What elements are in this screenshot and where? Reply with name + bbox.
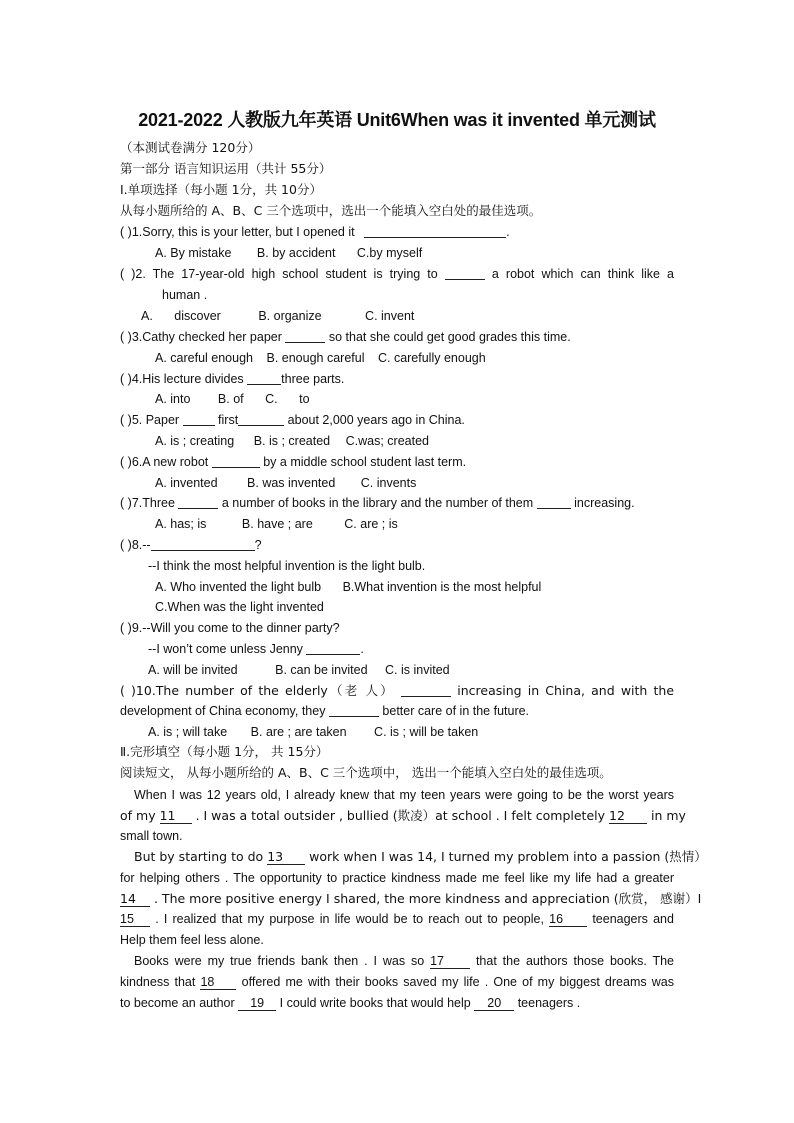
cloze-blank-15[interactable]: 15 [120, 912, 150, 927]
answer-bracket[interactable]: ( ) [120, 683, 136, 698]
question-2-options: A. discover B. organize C. invent [141, 309, 415, 323]
answer-blank[interactable] [364, 224, 506, 238]
question-9: ( )9.--Will you come to the dinner party? [120, 621, 340, 635]
answer-bracket[interactable]: ( ) [120, 621, 132, 635]
cloze-blank-18[interactable]: 18 [200, 975, 236, 990]
passage-line: 14 . The more positive energy I shared, the more kindness and appreciation (欣赏， 感谢）I [120, 891, 702, 906]
question-4-options: A. into B. of C. to [155, 392, 310, 406]
answer-bracket[interactable]: ( ) [120, 330, 132, 344]
passage-line: of my 11 . I was a total outsider , bullied (欺凌）at school . I felt completely 12 in my [120, 808, 686, 823]
question-8: ( )8.-- ? [120, 538, 262, 552]
passage-line: for helping others . The opportunity to practice kindness made me feel like my life had a greater [120, 871, 674, 885]
section2-heading: Ⅱ.完形填空（每小题 1分， 共 15分） [120, 744, 329, 759]
answer-blank[interactable] [537, 495, 571, 509]
question-4: ( )4.His lecture divides three parts. [120, 372, 345, 386]
cloze-blank-16[interactable]: 16 [549, 912, 587, 927]
answer-blank[interactable] [212, 454, 260, 468]
section1-instruction: 从每小题所给的 A、B、C 三个选项中，选出一个能填入空白处的最佳选项。 [120, 203, 542, 218]
answer-bracket[interactable]: ( ) [120, 496, 132, 510]
part-heading: 第一部分 语言知识运用（共计 55分） [120, 161, 332, 176]
answer-bracket[interactable]: ( ) [120, 225, 132, 239]
answer-bracket[interactable]: ( ) [120, 372, 132, 386]
passage-line: Books were my true friends bank then . I was so 17 that the authors those books. The [134, 954, 674, 968]
passage-line: But by starting to do 13 work when I was 14, I turned my problem into a passion (热情） [134, 849, 707, 864]
question-10-continued: development of China economy, they better care of in the future. [120, 704, 530, 718]
answer-blank[interactable] [285, 329, 325, 343]
question-6-options: A. invented B. was invented C. invents [155, 476, 417, 490]
section1-heading: Ⅰ.单项选择（每小题 1分，共 10分） [120, 182, 322, 197]
cloze-blank-12[interactable]: 12 [609, 809, 647, 824]
subtitle: （本测试卷满分 120分） [120, 140, 261, 155]
answer-blank[interactable] [247, 371, 281, 385]
section2-instruction: 阅读短文， 从每小题所给的 A、B、C 三个选项中， 选出一个能填入空白处的最佳选项。 [120, 765, 612, 780]
answer-blank[interactable] [329, 703, 379, 717]
answer-blank[interactable] [183, 412, 215, 426]
answer-blank[interactable] [178, 495, 218, 509]
question-3-options: A. careful enough B. enough careful C. carefully enough [155, 351, 486, 365]
passage-line: Help them feel less alone. [120, 933, 264, 947]
question-8-reply: --I think the most helpful invention is the light bulb. [148, 559, 426, 573]
answer-blank[interactable] [445, 266, 485, 280]
question-10-options: A. is ; will take B. are ; are taken C. is ; will be taken [148, 725, 479, 739]
cloze-blank-11[interactable]: 11 [160, 809, 192, 824]
answer-bracket[interactable]: ( ) [120, 455, 132, 469]
passage-line: to become an author 19 I could write books that would help 20 teenagers . [120, 996, 581, 1010]
answer-bracket[interactable]: ( ) [120, 413, 132, 427]
answer-blank[interactable] [238, 412, 284, 426]
answer-bracket[interactable]: ( ) [120, 267, 136, 281]
question-3: ( )3.Cathy checked her paper so that she could get good grades this time. [120, 330, 571, 344]
cloze-blank-13[interactable]: 13 [267, 850, 305, 865]
question-5: ( )5. Paper first about 2,000 years ago in China. [120, 413, 465, 427]
question-7: ( )7.Three a number of books in the library and the number of them increasing. [120, 496, 635, 510]
question-8-options: A. Who invented the light bulb B.What invention is the most helpful [155, 580, 542, 594]
question-1-options: A. By mistake B. by accident C.by myself [155, 246, 423, 260]
cloze-blank-17[interactable]: 17 [430, 954, 470, 969]
passage-line: small town. [120, 829, 183, 843]
question-9-options: A. will be invited B. can be invited C. is invited [148, 663, 450, 677]
answer-blank[interactable] [401, 683, 451, 697]
cloze-blank-14[interactable]: 14 [120, 892, 150, 907]
question-2-continued: human . [162, 288, 208, 302]
cloze-blank-20[interactable]: 20 [474, 996, 514, 1011]
question-8-option-c: C.When was the light invented [155, 600, 324, 614]
answer-bracket[interactable]: ( ) [120, 538, 132, 552]
question-5-options: A. is ; creating B. is ; created C.was; created [155, 434, 429, 448]
question-6: ( )6.A new robot by a middle school student last term. [120, 455, 467, 469]
question-7-options: A. has; is B. have ; are C. are ; is [155, 517, 398, 531]
answer-blank[interactable] [306, 641, 360, 655]
question-9-reply: --I won’t come unless Jenny . [148, 642, 364, 656]
answer-blank[interactable] [151, 537, 255, 551]
cloze-blank-19[interactable]: 19 [238, 996, 276, 1011]
question-10: ( )10.The number of the elderly（老 人） increasing in China, and with the [120, 683, 675, 698]
passage-line: 15 . I realized that my purpose in life would be to reach out to people, 16 teenagers and [120, 912, 674, 926]
question-1: ( )1.Sorry, this is your letter, but I opened it . [120, 225, 510, 239]
passage-line: When I was 12 years old, I already knew that my teen years were going to be the worst years [134, 788, 674, 802]
page-title: 2021-2022 人教版九年英语 Unit6When was it invented 单元测试 [138, 110, 656, 130]
passage-line: kindness that 18 offered me with their books saved my life . One of my biggest dreams was [120, 975, 674, 989]
question-2: ( )2. The 17-year-old high school student is trying to a robot which can think like a [120, 267, 674, 281]
